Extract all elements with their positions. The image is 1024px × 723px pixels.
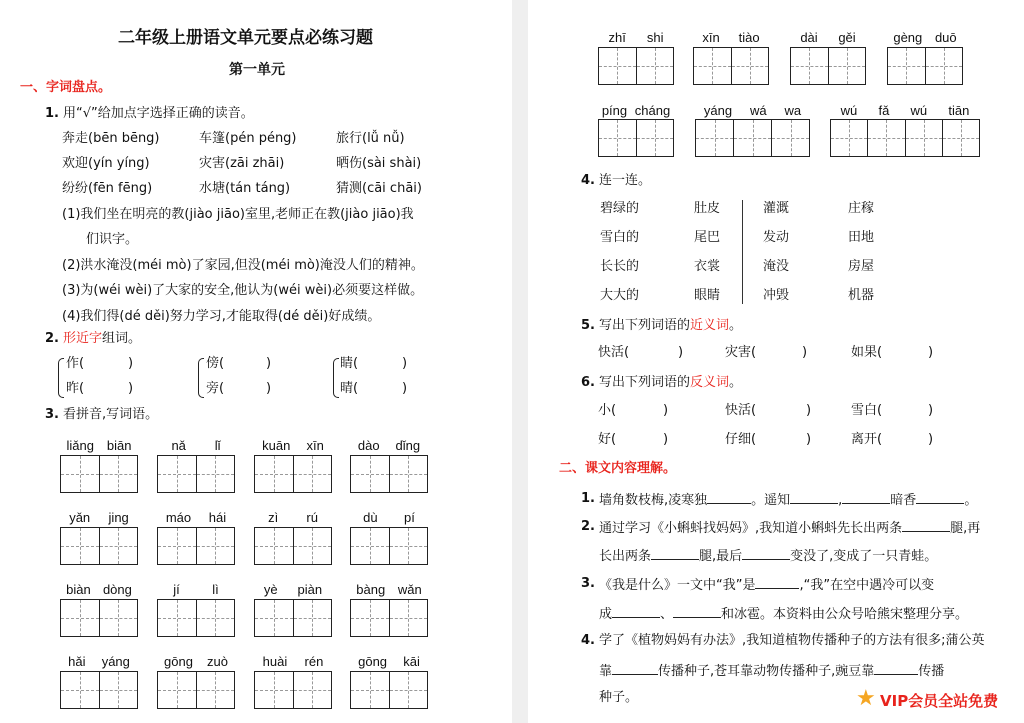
p3-number: 3. xyxy=(581,576,595,591)
close-paren: ) xyxy=(928,345,934,360)
writing-grid[interactable] xyxy=(830,119,980,157)
writing-grid[interactable] xyxy=(693,47,769,85)
pinyin-label: máo hái xyxy=(165,510,227,525)
match-word[interactable]: 发动 xyxy=(763,230,790,245)
fill-blank[interactable] xyxy=(755,576,799,589)
word-choice[interactable]: 纷纷(fēn fēng) xyxy=(62,181,153,196)
synonym-item[interactable]: 快活( xyxy=(598,345,630,360)
writing-grid[interactable] xyxy=(254,455,332,493)
match-word[interactable]: 庄稼 xyxy=(848,201,875,216)
p4-line: 学了《植物妈妈有办法》,我知道植物传播种子的方法有很多;蒲公英 xyxy=(599,633,985,648)
pinyin-label: huài rén xyxy=(262,654,324,669)
pinyin-label: jí lì xyxy=(173,582,219,597)
word-choice[interactable]: 灾害(zāi zhāi) xyxy=(199,156,285,171)
writing-grid[interactable] xyxy=(60,671,138,709)
p3-line: 《我是什么》一文中“我”是 ,“我”在空中遇冷可以变 xyxy=(599,578,935,593)
q2-rest: 组词。 xyxy=(102,331,142,346)
q5-number: 5. xyxy=(581,318,595,333)
char-pair-bottom: 晴( xyxy=(340,381,359,396)
writing-grid[interactable] xyxy=(350,599,428,637)
q2-keyword: 形近字 xyxy=(63,331,103,346)
q4-number: 4. xyxy=(581,173,595,188)
pinyin-label: zì rú xyxy=(268,510,318,525)
char-pair-top: 睛( xyxy=(340,356,359,371)
match-word[interactable]: 大大的 xyxy=(600,288,640,303)
antonym-item[interactable]: 雪白( xyxy=(851,403,883,418)
sentence-choice[interactable]: (4)我们得(dé děi)努力学习,才能取得(dé děi)好成绩。 xyxy=(62,309,381,324)
fill-blank[interactable] xyxy=(673,605,721,618)
match-word[interactable]: 冲毁 xyxy=(763,288,790,303)
q4-text: 连一连。 xyxy=(599,173,652,188)
p3-line-cont: 成 、 和冰雹。本资料由公众号哈熊宋整理分享。 xyxy=(599,607,969,622)
writing-grid[interactable] xyxy=(157,455,235,493)
writing-grid[interactable] xyxy=(60,599,138,637)
brace-bracket xyxy=(333,358,339,398)
match-word[interactable]: 眼睛 xyxy=(694,288,721,303)
close-paren: ) xyxy=(928,432,934,447)
pinyin-label: dào dǐng xyxy=(357,438,421,453)
writing-grid[interactable] xyxy=(695,119,810,157)
sentence-choice[interactable]: (3)为(wéi wèi)了大家的安全,他认为(wéi wèi)必须要这样做。 xyxy=(62,283,424,298)
match-word[interactable]: 灌溉 xyxy=(763,201,790,216)
pinyin-label: píng cháng xyxy=(601,103,671,118)
pinyin-label: xīn tiào xyxy=(702,30,760,45)
brace-bracket xyxy=(58,358,64,398)
p4-line-cont: 靠 传播种子,苍耳靠动物传播种子,豌豆靠 传播 xyxy=(599,664,945,679)
p1-number: 1. xyxy=(581,491,595,506)
p4-line-end: 种子。 xyxy=(599,690,639,705)
q1-text: 用“√”给加点字选择正确的读音。 xyxy=(63,106,254,121)
pinyin-label: nǎ lǐ xyxy=(171,438,221,453)
writing-grid[interactable] xyxy=(350,671,428,709)
antonym-item[interactable]: 离开( xyxy=(851,432,883,447)
q5-text: 写出下列词语的近义词。 xyxy=(599,318,743,333)
pinyin-label: dài gěi xyxy=(800,30,856,45)
pinyin-label: zhī shi xyxy=(608,30,664,45)
p2-number: 2. xyxy=(581,519,595,534)
writing-grid[interactable] xyxy=(350,455,428,493)
pinyin-label: yáng wá wa xyxy=(703,103,802,118)
match-word[interactable]: 雪白的 xyxy=(600,230,640,245)
pinyin-label: gōng zuò xyxy=(164,654,228,669)
char-pair-bottom: 昨( xyxy=(66,381,85,396)
q1-number: 1. xyxy=(45,106,59,121)
writing-grid[interactable] xyxy=(254,527,332,565)
writing-grid[interactable] xyxy=(254,599,332,637)
pinyin-label: gèng duō xyxy=(893,30,957,45)
writing-grid[interactable] xyxy=(157,527,235,565)
right-page xyxy=(528,0,1024,723)
fill-blank[interactable] xyxy=(651,547,699,560)
unit-title: 第一单元 xyxy=(229,62,285,78)
page-title: 二年级上册语文单元要点必练习题 xyxy=(118,28,373,48)
vip-watermark[interactable]: VIP会员全站免费 xyxy=(880,692,999,710)
word-choice[interactable]: 旅行(lǚ nǚ) xyxy=(336,131,405,146)
close-paren: ) xyxy=(806,432,812,447)
word-choice[interactable]: 晒伤(sài shài) xyxy=(336,156,422,171)
writing-grid[interactable] xyxy=(60,527,138,565)
close-paren: ) xyxy=(266,381,272,396)
match-word[interactable]: 房屋 xyxy=(848,259,875,274)
word-choice[interactable]: 水塘(tán táng) xyxy=(199,181,291,196)
fill-blank[interactable] xyxy=(790,491,838,504)
char-pair-bottom: 旁( xyxy=(206,381,225,396)
pinyin-label: hǎi yáng xyxy=(68,654,130,669)
pinyin-label: yǎn jing xyxy=(69,510,129,525)
close-paren: ) xyxy=(128,381,134,396)
fill-blank[interactable] xyxy=(916,491,964,504)
pinyin-label: gōng kāi xyxy=(358,654,420,669)
p1-line: 墙角数枝梅,凌寒独 。遥知 , 暗香 。 xyxy=(599,493,978,508)
antonym-item[interactable]: 快活( xyxy=(725,403,757,418)
match-divider xyxy=(742,200,743,304)
sentence-choice-cont: 们识字。 xyxy=(86,232,139,247)
match-word[interactable]: 淹没 xyxy=(763,259,790,274)
word-choice[interactable]: 欢迎(yín yíng) xyxy=(62,156,150,171)
fill-blank[interactable] xyxy=(874,662,918,675)
match-word[interactable]: 田地 xyxy=(848,230,875,245)
match-word[interactable]: 衣裳 xyxy=(694,259,721,274)
writing-grid[interactable] xyxy=(887,47,963,85)
writing-grid[interactable] xyxy=(157,599,235,637)
star-icon: ★ xyxy=(856,686,876,711)
p4-number: 4. xyxy=(581,633,595,648)
word-choice[interactable]: 车篷(pén péng) xyxy=(199,131,297,146)
close-paren: ) xyxy=(806,403,812,418)
fill-blank[interactable] xyxy=(612,605,660,618)
q2-number: 2. xyxy=(45,331,59,346)
q3-number: 3. xyxy=(45,407,59,422)
section-2-heading: 二、课文内容理解。 xyxy=(559,461,677,476)
writing-grid[interactable] xyxy=(598,47,674,85)
close-paren: ) xyxy=(928,403,934,418)
brace-bracket xyxy=(198,358,204,398)
antonym-item[interactable]: 小( xyxy=(598,403,617,418)
char-pair-top: 作( xyxy=(66,356,85,371)
q2-text xyxy=(63,331,141,347)
close-paren: ) xyxy=(402,381,408,396)
close-paren: ) xyxy=(678,345,684,360)
synonym-item[interactable]: 如果( xyxy=(851,345,883,360)
pinyin-label: kuān xīn xyxy=(262,438,324,453)
sentence-choice[interactable]: (2)洪水淹没(méi mò)了家园,但没(méi mò)淹没人们的精神。 xyxy=(62,258,424,273)
close-paren: ) xyxy=(402,356,408,371)
fill-blank[interactable] xyxy=(902,519,950,532)
match-word[interactable]: 肚皮 xyxy=(694,201,721,216)
writing-grid[interactable] xyxy=(598,119,674,157)
pinyin-label: biàn dòng xyxy=(66,582,132,597)
fill-blank[interactable] xyxy=(707,491,751,504)
close-paren: ) xyxy=(663,432,669,447)
q3-text: 看拼音,写词语。 xyxy=(63,407,159,422)
antonym-item[interactable]: 好( xyxy=(598,432,617,447)
p2-line-cont: 长出两条 腿,最后 变没了,变成了一只青蛙。 xyxy=(599,549,938,564)
q6-text: 写出下列词语的反义词。 xyxy=(599,375,743,390)
close-paren: ) xyxy=(802,345,808,360)
synonym-item[interactable]: 灾害( xyxy=(725,345,757,360)
q6-number: 6. xyxy=(581,375,595,390)
match-word[interactable]: 机器 xyxy=(848,288,875,303)
close-paren: ) xyxy=(266,356,272,371)
p2-line: 通过学习《小蝌蚪找妈妈》,我知道小蝌蚪先长出两条 腿,再 xyxy=(599,521,981,536)
match-word[interactable]: 碧绿的 xyxy=(600,201,640,216)
close-paren: ) xyxy=(128,356,134,371)
fill-blank[interactable] xyxy=(612,662,658,675)
pinyin-label: wú fǎ wú tiān xyxy=(840,103,970,118)
word-choice[interactable]: 奔走(bēn bēng) xyxy=(62,131,160,146)
writing-grid[interactable] xyxy=(157,671,235,709)
antonym-item[interactable]: 仔细( xyxy=(725,432,757,447)
word-choice[interactable]: 猜测(cāi chāi) xyxy=(336,181,422,196)
match-word[interactable]: 尾巴 xyxy=(694,230,721,245)
pinyin-label: dù pí xyxy=(363,510,415,525)
char-pair-top: 傍( xyxy=(206,356,225,371)
fill-blank[interactable] xyxy=(742,547,790,560)
fill-blank[interactable] xyxy=(842,491,890,504)
writing-grid[interactable] xyxy=(790,47,866,85)
match-word[interactable]: 长长的 xyxy=(600,259,640,274)
section-1-heading: 一、字词盘点。 xyxy=(20,80,112,95)
pinyin-label: liǎng biān xyxy=(66,438,132,453)
close-paren: ) xyxy=(663,403,669,418)
writing-grid[interactable] xyxy=(254,671,332,709)
writing-grid[interactable] xyxy=(350,527,428,565)
pinyin-label: yè piàn xyxy=(263,582,323,597)
writing-grid[interactable] xyxy=(60,455,138,493)
sentence-choice[interactable]: (1)我们坐在明亮的教(jiào jiāo)室里,老师正在教(jiào jiāo)我 xyxy=(62,207,414,222)
pinyin-label: bàng wǎn xyxy=(356,582,422,597)
